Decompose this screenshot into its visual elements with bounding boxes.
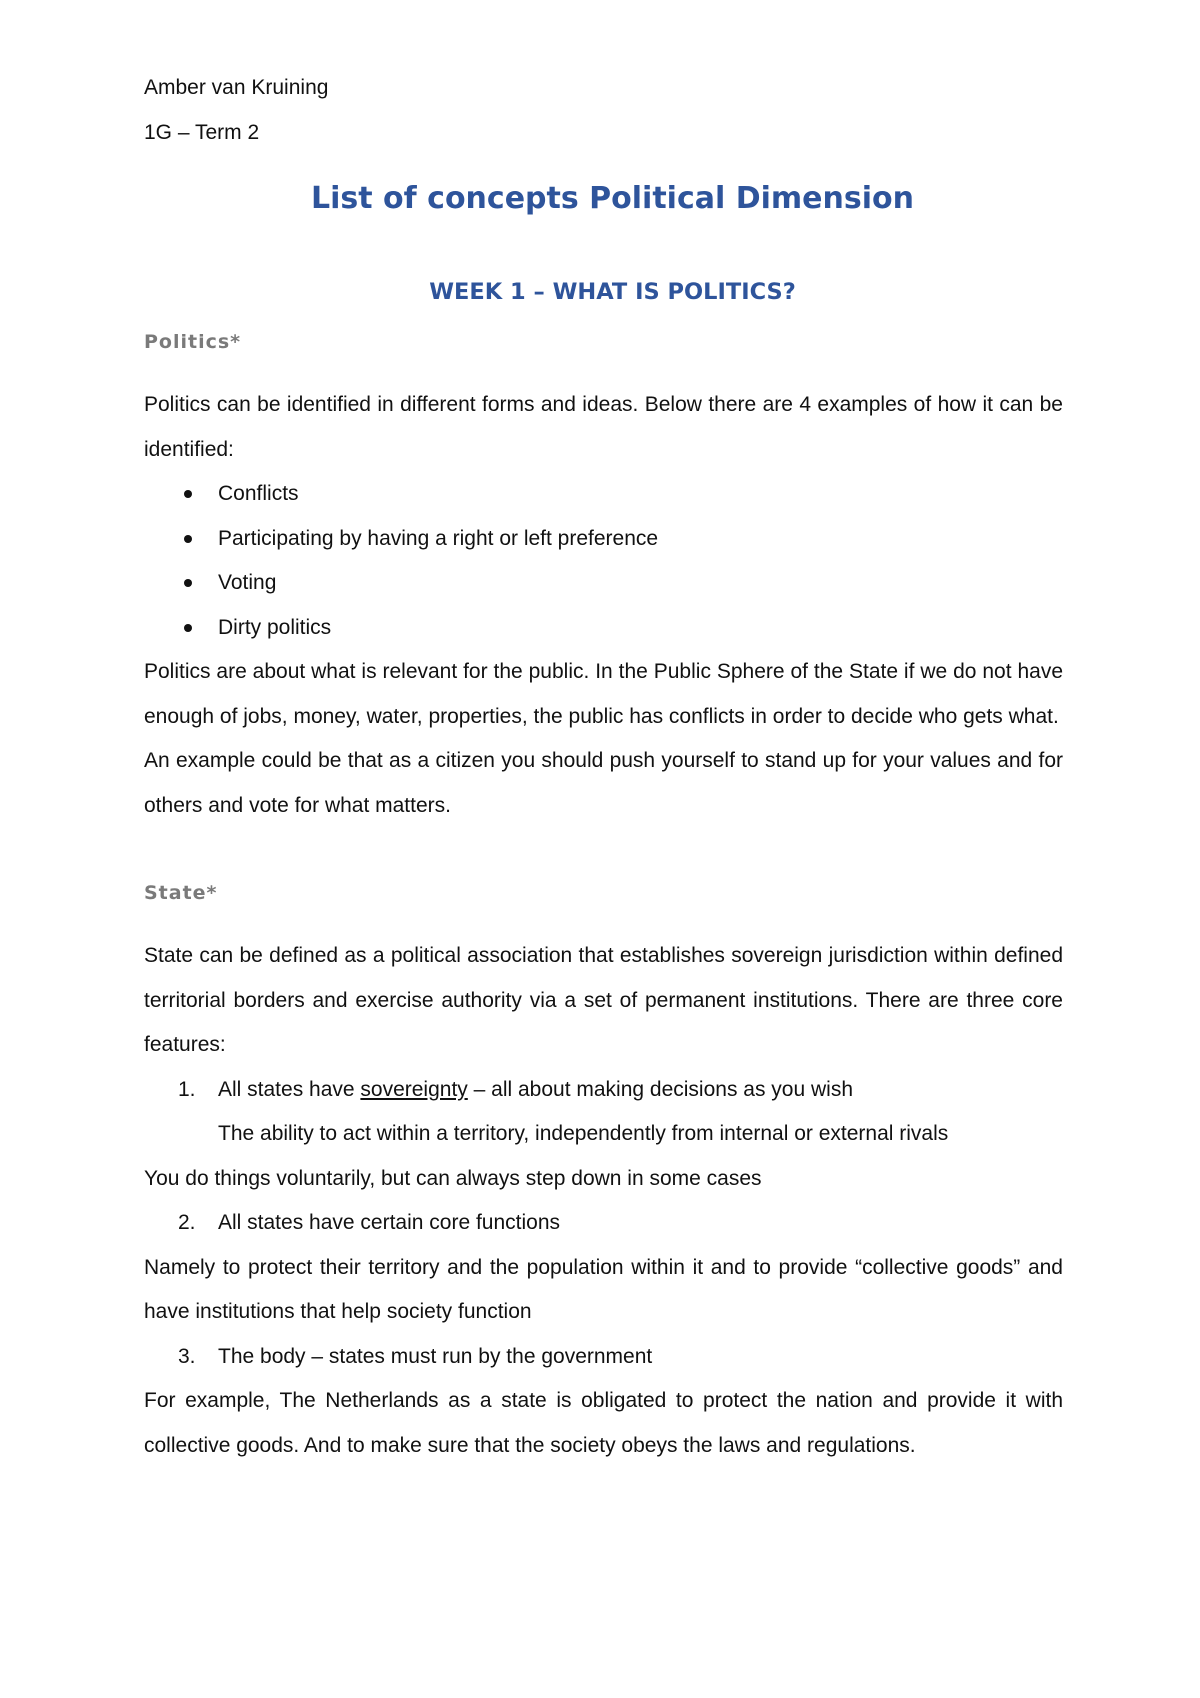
- politics-heading: Politics*: [144, 331, 242, 353]
- list-item: [144, 517, 1063, 562]
- bullet-icon: [184, 490, 192, 498]
- state-item-1: [144, 1068, 1063, 1113]
- politics-paragraph-1: Politics are about what is relevant for the public. In the Public Sphere of the State if we do not have enough of jobs, money, water, properties, the public has conflicts in order to decide who gets what.: [144, 660, 1063, 728]
- state-note-3: For example, The Netherlands as a state is obligated to protect the nation and provide it with collective goods. And to make sure that the society obeys the laws and regulations.: [144, 1389, 1063, 1457]
- bullet-icon: [184, 535, 192, 543]
- bullet-text: Participating by having a right or left preference: [218, 526, 659, 550]
- bullet-text: Dirty politics: [218, 615, 332, 639]
- state-item-3: [144, 1335, 1063, 1380]
- bullet-text: Voting: [218, 571, 277, 594]
- state-note-2: Namely to protect their territory and the population within it and to provide “collective goods” and have institutions that help society function: [144, 1255, 1063, 1323]
- list-number: 1.: [178, 1077, 196, 1101]
- item-text: All states have certain core functions: [218, 1211, 561, 1234]
- list-item: [144, 561, 1063, 606]
- state-heading: State*: [144, 882, 218, 904]
- item-text: All states have: [218, 1077, 361, 1101]
- week-heading: WEEK 1 – WHAT IS POLITICS?: [429, 279, 796, 305]
- bullet-text: Conflicts: [218, 482, 299, 505]
- state-item-1-detail: The ability to act within a territory, independently from internal or external rivals: [218, 1122, 949, 1145]
- item-text: – all about making decisions as you wish: [467, 1077, 854, 1101]
- bullet-icon: [184, 624, 192, 632]
- document-title: List of concepts Political Dimension: [311, 181, 914, 216]
- author-name: Amber van Kruining: [144, 76, 329, 99]
- list-number: 3.: [178, 1344, 196, 1368]
- item-text: The body – states must run by the government: [218, 1344, 653, 1368]
- list-item: [144, 472, 1063, 517]
- politics-paragraph-2: An example could be that as a citizen you should push yourself to stand up for your values and for others and vote for what matters.: [144, 749, 1063, 817]
- list-number: 2.: [178, 1211, 196, 1234]
- state-intro: State can be defined as a political association that establishes sovereign jurisdiction within defined territorial borders and exercise authority via a set of permanent institutions. There are three core features:: [144, 944, 1063, 1056]
- list-item: [144, 606, 1063, 651]
- class-term: 1G – Term 2: [144, 120, 260, 144]
- bullet-icon: [184, 579, 192, 587]
- politics-intro: Politics can be identified in different forms and ideas. Below there are 4 examples of how it can be identified:: [144, 393, 1063, 461]
- state-item-2: [144, 1201, 1063, 1246]
- state-note-1: You do things voluntarily, but can always step down in some cases: [144, 1166, 762, 1190]
- underlined-term: sovereignty: [360, 1077, 468, 1101]
- politics-bullet-list: [144, 472, 1063, 650]
